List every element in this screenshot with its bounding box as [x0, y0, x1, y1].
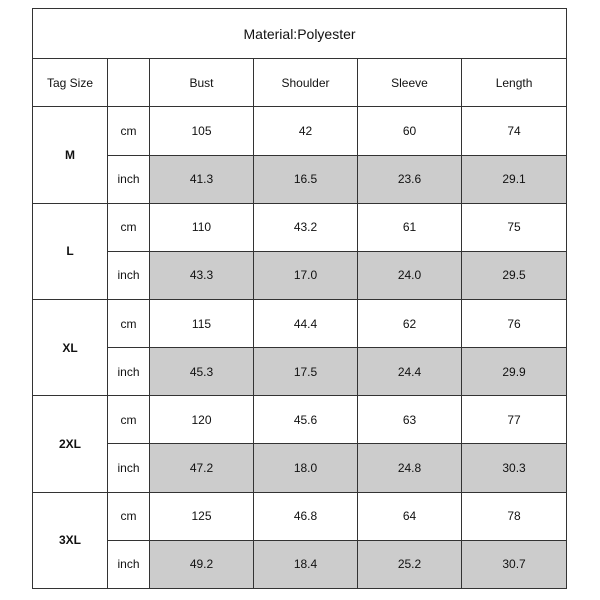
- length-cm-cell: 75: [462, 203, 567, 251]
- tag-size-cell: M: [33, 107, 108, 203]
- sleeve-cm-cell: 64: [358, 492, 462, 540]
- header-bust: Bust: [150, 59, 254, 107]
- unit-cell: cm: [108, 492, 150, 540]
- sleeve-cm-cell: 62: [358, 299, 462, 347]
- table-row: [33, 107, 567, 155]
- bust-cm-cell: 125: [150, 492, 254, 540]
- table-title: Material:Polyester: [33, 9, 567, 59]
- unit-cell: cm: [108, 396, 150, 444]
- sleeve-inch-cell: 24.4: [358, 348, 462, 396]
- title-row: [33, 9, 567, 59]
- bust-inch-cell: 49.2: [150, 540, 254, 588]
- table-row: [33, 299, 567, 347]
- bust-cm-cell: 115: [150, 299, 254, 347]
- unit-cell: cm: [108, 203, 150, 251]
- shoulder-cm-cell: 44.4: [254, 299, 358, 347]
- table-row: [33, 492, 567, 540]
- tag-size-cell: 3XL: [33, 492, 108, 588]
- unit-cell: inch: [108, 155, 150, 203]
- unit-cell: cm: [108, 107, 150, 155]
- bust-cm-cell: 120: [150, 396, 254, 444]
- bust-inch-cell: 41.3: [150, 155, 254, 203]
- table-row: [33, 203, 567, 251]
- bust-inch-cell: 47.2: [150, 444, 254, 492]
- length-inch-cell: 30.7: [462, 540, 567, 588]
- size-chart-body: [33, 9, 567, 589]
- table-row: [33, 444, 567, 492]
- header-row: [33, 59, 567, 107]
- bust-cm-cell: 105: [150, 107, 254, 155]
- length-cm-cell: 74: [462, 107, 567, 155]
- length-cm-cell: 76: [462, 299, 567, 347]
- sleeve-cm-cell: 63: [358, 396, 462, 444]
- tag-size-cell: L: [33, 203, 108, 299]
- bust-inch-cell: 43.3: [150, 251, 254, 299]
- table-row: [33, 251, 567, 299]
- shoulder-cm-cell: 45.6: [254, 396, 358, 444]
- sleeve-inch-cell: 23.6: [358, 155, 462, 203]
- header-unit: [108, 59, 150, 107]
- length-inch-cell: 29.9: [462, 348, 567, 396]
- header-length: Length: [462, 59, 567, 107]
- sleeve-inch-cell: 24.8: [358, 444, 462, 492]
- sleeve-cm-cell: 61: [358, 203, 462, 251]
- header-shoulder: Shoulder: [254, 59, 358, 107]
- tag-size-cell: 2XL: [33, 396, 108, 492]
- bust-cm-cell: 110: [150, 203, 254, 251]
- shoulder-inch-cell: 18.4: [254, 540, 358, 588]
- bust-inch-cell: 45.3: [150, 348, 254, 396]
- table-row: [33, 540, 567, 588]
- sleeve-cm-cell: 60: [358, 107, 462, 155]
- table-row: [33, 396, 567, 444]
- shoulder-cm-cell: 42: [254, 107, 358, 155]
- length-cm-cell: 77: [462, 396, 567, 444]
- unit-cell: inch: [108, 348, 150, 396]
- size-chart-table: [32, 8, 567, 589]
- header-tag-size: Tag Size: [33, 59, 108, 107]
- shoulder-inch-cell: 17.0: [254, 251, 358, 299]
- shoulder-inch-cell: 17.5: [254, 348, 358, 396]
- length-inch-cell: 29.1: [462, 155, 567, 203]
- shoulder-inch-cell: 18.0: [254, 444, 358, 492]
- sleeve-inch-cell: 24.0: [358, 251, 462, 299]
- table-row: [33, 155, 567, 203]
- table-row: [33, 348, 567, 396]
- length-inch-cell: 30.3: [462, 444, 567, 492]
- unit-cell: cm: [108, 299, 150, 347]
- unit-cell: inch: [108, 540, 150, 588]
- shoulder-cm-cell: 46.8: [254, 492, 358, 540]
- length-cm-cell: 78: [462, 492, 567, 540]
- shoulder-inch-cell: 16.5: [254, 155, 358, 203]
- length-inch-cell: 29.5: [462, 251, 567, 299]
- unit-cell: inch: [108, 444, 150, 492]
- sleeve-inch-cell: 25.2: [358, 540, 462, 588]
- shoulder-cm-cell: 43.2: [254, 203, 358, 251]
- header-sleeve: Sleeve: [358, 59, 462, 107]
- unit-cell: inch: [108, 251, 150, 299]
- tag-size-cell: XL: [33, 299, 108, 395]
